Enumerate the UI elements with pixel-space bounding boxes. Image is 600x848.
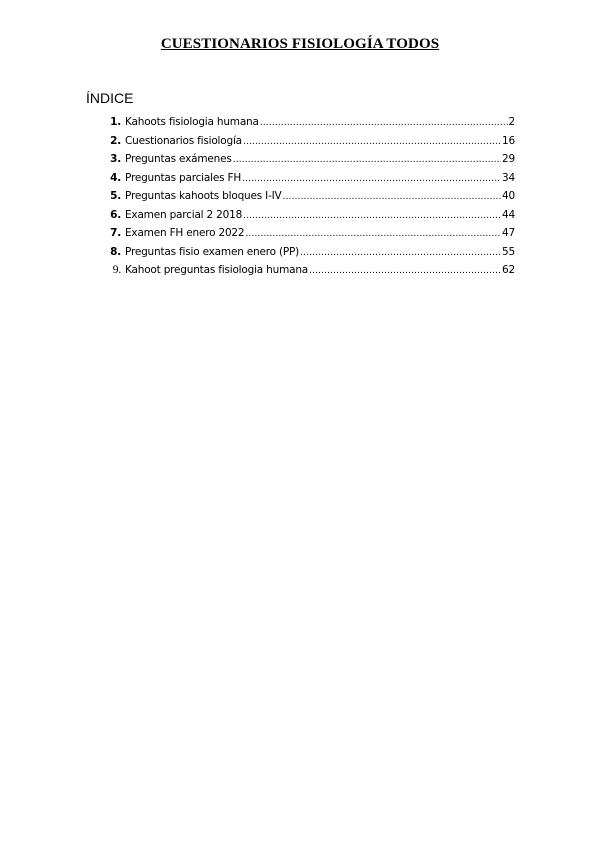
toc-entry-page: 62	[502, 264, 515, 276]
toc-entry-page: 40	[502, 190, 515, 202]
toc-entry-page: 29	[502, 153, 515, 165]
toc-entry-number: 4.	[110, 171, 121, 184]
toc-dot-leader	[300, 248, 501, 258]
toc-entry-label: Cuestionarios fisiología	[125, 134, 242, 147]
toc-entry-number: 8.	[110, 245, 121, 258]
toc-entry-8[interactable]	[100, 246, 515, 265]
toc-dot-leader	[245, 229, 501, 239]
index-heading: ÍNDICE	[86, 90, 134, 106]
toc-dot-leader	[242, 174, 501, 184]
toc-entry-5[interactable]	[100, 190, 515, 209]
toc-entry-label: Examen FH enero 2022	[125, 227, 245, 239]
toc-entry-9[interactable]	[100, 264, 515, 283]
toc-entry-6[interactable]	[100, 209, 515, 228]
toc-entry-page: 16	[502, 134, 515, 147]
toc-entry-label: Kahoot preguntas fisiologia humana	[125, 264, 309, 276]
toc-dot-leader	[283, 192, 501, 202]
toc-entry-page: 44	[502, 208, 515, 221]
toc-entry-label: Examen parcial 2 2018	[125, 208, 243, 221]
toc-entry-4[interactable]	[100, 172, 515, 191]
toc-entry-1[interactable]	[100, 116, 515, 135]
toc-entry-2[interactable]	[100, 135, 515, 154]
toc-entry-page: 34	[502, 171, 515, 184]
toc-entry-page: 55	[502, 245, 515, 258]
toc-dot-leader	[260, 118, 508, 128]
toc-dot-leader	[243, 211, 501, 221]
toc-entry-number: 6.	[110, 208, 121, 221]
toc-entry-label: Preguntas fisio examen enero (PP)	[125, 245, 300, 258]
toc-entry-label: Preguntas exámenes	[125, 153, 232, 165]
toc-dot-leader	[309, 266, 501, 276]
toc-entry-label: Preguntas kahoots bloques I-IV	[125, 190, 282, 202]
toc-dot-leader	[243, 137, 501, 147]
toc-entry-number: 3.	[110, 153, 121, 165]
toc-entry-7[interactable]	[100, 227, 515, 246]
table-of-contents	[100, 116, 515, 283]
toc-entry-label: Preguntas parciales FH	[125, 171, 242, 184]
toc-entry-page: 47	[502, 227, 515, 239]
toc-entry-number: 7.	[110, 227, 121, 239]
toc-entry-page: 2	[508, 116, 515, 128]
toc-dot-leader	[233, 155, 501, 165]
toc-entry-number: 2.	[110, 134, 121, 147]
toc-entry-number: 1.	[110, 116, 121, 128]
toc-entry-3[interactable]	[100, 153, 515, 172]
toc-entry-label: Kahoots fisiologia humana	[125, 116, 259, 128]
toc-entry-number: 5.	[110, 190, 121, 202]
document-title: CUESTIONARIOS FISIOLOGÍA TODOS	[160, 36, 440, 52]
toc-entry-number: 9.	[112, 264, 121, 276]
